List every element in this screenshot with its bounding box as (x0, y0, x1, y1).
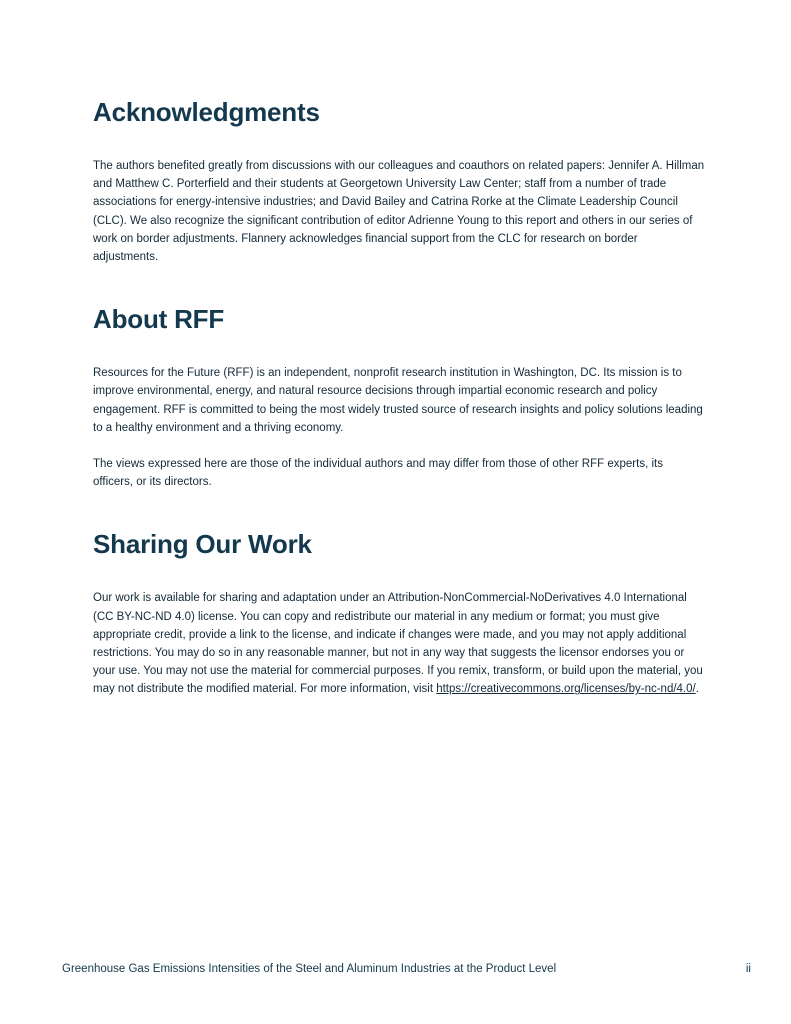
acknowledgments-heading: Acknowledgments (93, 97, 320, 127)
sharing-paragraph-text: Our work is available for sharing and adaptation under an Attribution-NonCommercial-NoDerivatives 4.0 International (CC BY-NC-ND 4.0) license. You can copy and redistribute our material in any medium or format; you must give appropriate credit, provide a link to the license, and indicate if changes were made, and you may not apply additional restrictions. You may do so in any reasonable manner, but not in any way that suggests the licensor endorses you or your use. You may not use the material for commercial purposes. If you remix, transform, or build upon the material, you may not distribute the modified material. For more information, visit (93, 592, 703, 696)
page-content (93, 96, 705, 699)
footer-report-title: Greenhouse Gas Emissions Intensities of the Steel and Aluminum Industries at the Product Level (62, 963, 557, 975)
acknowledgments-paragraph: The authors benefited greatly from discussions with our colleagues and coauthors on related papers: Jennifer A. Hillman and Matthew C. Porterfield and their students at Georgetown University Law Center; staff from a number of trade associations for energy-intensive industries; and David Bailey and Catrina Rorke at the Climate Leadership Council (CLC). We also recognize the significant contribution of editor Adrienne Young to this report and others in our series of work on border adjustments. Flannery acknowledges financial support from the CLC for research on border adjustments. (93, 160, 705, 264)
creative-commons-license-link[interactable]: https://creativecommons.org/licenses/by-nc-nd/4.0/ (436, 683, 696, 696)
sharing-paragraph-trailing: . (695, 683, 699, 696)
about-rff-paragraph-2: The views expressed here are those of the individual authors and may differ from those of other RFF experts, its officers, or its directors. (93, 458, 663, 489)
sharing-our-work-heading: Sharing Our Work (93, 529, 312, 560)
about-rff-paragraph-1: Resources for the Future (RFF) is an independent, nonprofit research institution in Washington, DC. Its mission is to improve environmental, energy, and natural resource decisions through impartial economic research and policy engagement. RFF is committed to being the most widely trusted source of research insights and policy solutions leading to a healthy environment and a thriving economy. (93, 367, 703, 434)
about-rff-heading: About RFF (93, 304, 225, 335)
footer-page-number: ii (745, 963, 751, 975)
acknowledgments-section (93, 96, 705, 266)
sharing-our-work-paragraph (93, 589, 705, 698)
about-rff-section (93, 303, 705, 491)
sharing-our-work-section (93, 528, 705, 698)
